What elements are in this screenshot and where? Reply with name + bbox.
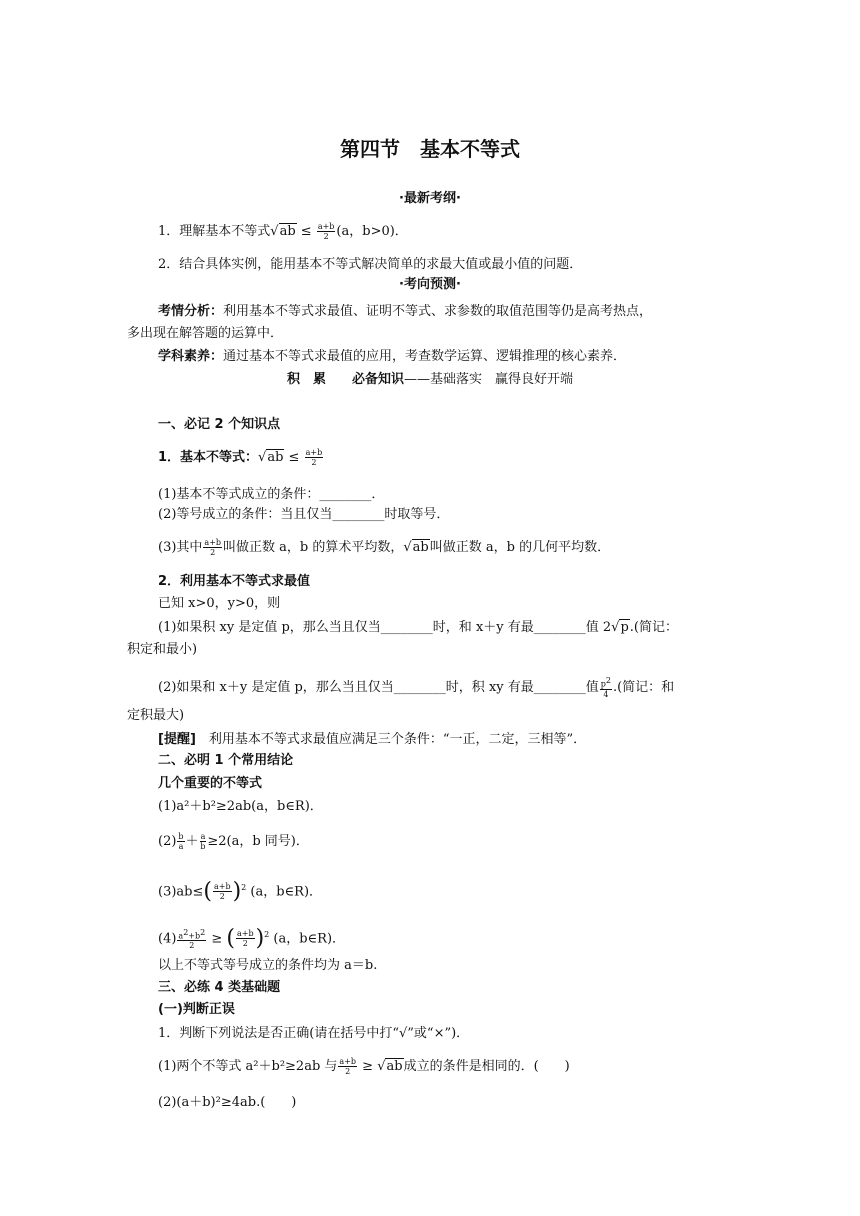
literacy-label: 学科素养： [158, 349, 224, 364]
fraction-a-plus-b-over-2: $\frac{a+b}{2}$ [317, 222, 335, 241]
question-1-1-suffix: 成立的条件是相同的．( ) [403, 1059, 570, 1074]
syllabus-header: ·最新考纲· [399, 191, 461, 206]
question-1-2: (2)(a＋b)²≥4ab.( ) [158, 1095, 297, 1110]
formula-3-prefix: (3)ab≤ [158, 884, 204, 900]
kp1-equality: (2)等号成立的条件：当且仅当________时取等号． [158, 507, 450, 522]
formula-2-prefix: (2) [158, 834, 177, 849]
kp2-item-2-cont: 定积最大) [127, 708, 185, 723]
part2-heading: 二、必明 1 个常用结论 [158, 753, 294, 768]
kp2-item-1 [158, 619, 678, 637]
question-1: 1．判断下列说法是否正确(请在括号中打“√”或“×”)． [158, 1026, 470, 1041]
question-1-1: (1)两个不等式 a²＋b²≥2ab 与 $\frac{a+b}{2}$ ≥ √ab成立的条件是相同的．( ) [158, 1057, 570, 1076]
kp2-heading: 2．利用基本不等式求最值 [158, 574, 311, 589]
fraction-a-plus-b-over-2: $\frac{a+b}{2}$ [339, 1057, 357, 1076]
kp1-heading: 1．基本不等式：√ab ≤ $\frac{a+b}{2}$ [158, 448, 323, 467]
fraction-a-plus-b-over-2: $\frac{a+b}{2}$ [236, 929, 254, 949]
fraction-a-plus-b-over-2: $\frac{a+b}{2}$ [305, 448, 323, 467]
kp1-means [158, 538, 610, 557]
analysis-text: 利用基本不等式求最值、证明不等式、求参数的取值范围等仍是高考热点， [223, 304, 653, 319]
forecast-analysis [158, 303, 652, 321]
tip [158, 731, 586, 749]
formula-4-suffix: (a，b∈R)． [273, 931, 346, 947]
kp1-means-suffix: 叫做正数 a，b 的几何平均数． [429, 540, 611, 555]
banner-part3: ——基础落实 赢得良好开端 [404, 372, 574, 387]
part2-subheading: 几个重要的不等式 [158, 776, 263, 791]
fraction-b-over-a: $\frac{b}{a}$ [178, 832, 184, 851]
section-banner [0, 371, 860, 389]
kp2-given: 已知 x>0，y>0，则 [158, 596, 281, 611]
syllabus-item-1-prefix: 1．理解基本不等式 [158, 224, 271, 239]
kp2-item-2-suffix: .(简记：和 [612, 679, 675, 695]
fraction-a2-plus-b2-over-2: $\frac{a2+b2}{2}$ [178, 927, 206, 951]
formula-2-suffix: ≥2(a，b 同号)． [207, 834, 309, 849]
formula-3: (3)ab≤( $\frac{a+b}{2}$ )$^2$ (a，b∈R)． [158, 878, 323, 904]
part3-sub1: (一)判断正误 [158, 1002, 235, 1017]
sqrt-ab: √ab [270, 224, 296, 239]
syllabus-item-2: 2．结合具体实例，能用基本不等式解决简单的求最大值或最小值的问题． [158, 257, 583, 272]
page-title: 第四节 基本不等式 [340, 137, 520, 161]
forecast-header: ·考向预测· [399, 277, 461, 292]
part3-heading: 三、必练 4 类基础题 [158, 980, 281, 995]
question-1-1-prefix: (1)两个不等式 a²＋b²≥2ab 与 [158, 1059, 338, 1074]
tip-text: 利用基本不等式求最值应满足三个条件：“一正，二定，三相等”． [195, 732, 587, 747]
sqrt-ab: √ab [377, 1059, 403, 1074]
forecast-analysis-cont: 多出现在解答题的运算中． [127, 326, 284, 341]
syllabus-item-1: 1．理解基本不等式√ab ≤ $\frac{a+b}{2}$ (a，b>0)． [158, 222, 408, 241]
fraction-a-plus-b-over-2: $\frac{a+b}{2}$ [213, 882, 231, 902]
conclusion: 以上不等式等号成立的条件均为 a＝b. [158, 958, 378, 973]
analysis-label: 考情分析： [158, 304, 224, 319]
formula-1: (1)a²＋b²≥2ab(a，b∈R)． [158, 799, 323, 814]
kp2-item-1-suffix: .(简记： [629, 620, 678, 635]
kp1-means-prefix: (3)其中 [158, 540, 203, 555]
kp2-item-1-text: (1)如果积 xy 是定值 p，那么当且仅当________时，和 x＋y 有最________值 2 [158, 620, 612, 635]
kp2-item-1-cont: 积定和最小) [127, 642, 198, 657]
formula-3-suffix: (a，b∈R)． [250, 884, 323, 900]
fraction-a-over-b: $\frac{a}{b}$ [200, 832, 206, 851]
kp1-condition: (1)基本不等式成立的条件：________． [158, 487, 385, 502]
literacy-text: 通过基本不等式求最值的应用，考查数学运算、逻辑推理的核心素养． [223, 349, 627, 364]
part1-heading: 一、必记 2 个知识点 [158, 417, 281, 432]
kp2-item-2-text: (2)如果和 x＋y 是定值 p，那么当且仅当________时，积 xy 有最________值 [158, 679, 599, 695]
banner-part1: 积 累 [286, 372, 326, 387]
fraction-a-plus-b-over-2: $\frac{a+b}{2}$ [204, 538, 222, 557]
forecast-literacy [158, 348, 626, 366]
fraction-p-squared-over-4: $\frac{p2}{4}$ [600, 676, 611, 699]
formula-4: (4) $\frac{a2+b2}{2}$ ≥ ( $\frac{a+b}{2}$ )$^2$ (a，b∈R)． [158, 925, 346, 951]
kp1-means-mid: 叫做正数 a，b 的算术平均数， [223, 540, 404, 555]
sqrt-ab: √ab [403, 540, 429, 555]
syllabus-item-1-suffix: (a，b>0)． [336, 224, 408, 239]
formula-2: (2) $\frac{b}{a}$ ＋ $\frac{a}{b}$ ≥2(a，b 同号)． [158, 832, 309, 851]
kp1-heading-text: 1．基本不等式： [158, 450, 259, 465]
tip-label: [提醒] [158, 732, 196, 747]
sqrt-ab: √ab [258, 450, 284, 465]
kp2-item-2 [158, 676, 674, 699]
sqrt-p: √p [611, 620, 629, 635]
formula-4-prefix: (4) [158, 931, 177, 947]
banner-part2: 必备知识 [352, 372, 405, 387]
